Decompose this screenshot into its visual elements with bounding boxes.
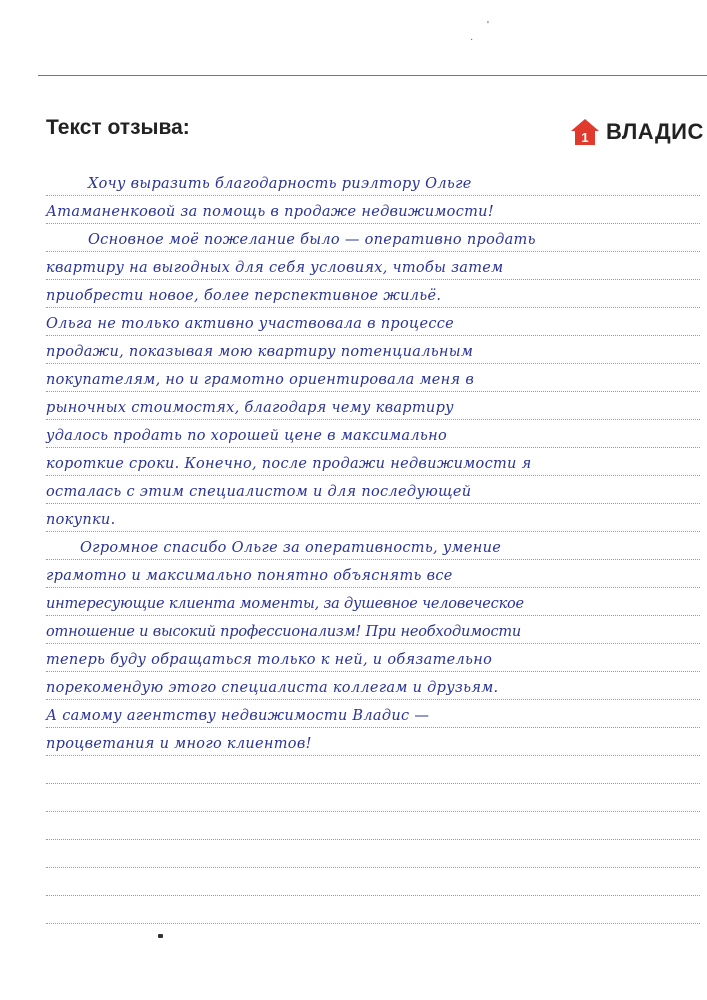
ruling-line bbox=[46, 839, 700, 840]
ruling-line bbox=[46, 279, 700, 280]
ruling-line bbox=[46, 895, 700, 896]
ruling-line bbox=[46, 223, 700, 224]
review-line: Хочу выразить благодарность риэлтору Ольге bbox=[88, 176, 472, 192]
top-divider bbox=[38, 75, 707, 76]
review-line: теперь буду обращаться только к ней, и обязательно bbox=[46, 652, 493, 668]
ruling-line bbox=[46, 643, 700, 644]
ruling-line bbox=[46, 755, 700, 756]
ruling-line bbox=[46, 559, 700, 560]
review-line: приобрести новое, более перспективное жильё. bbox=[46, 288, 442, 304]
ruling-line bbox=[46, 811, 700, 812]
ruling-line bbox=[46, 195, 700, 196]
house-logo-icon bbox=[570, 118, 600, 146]
ruling-line bbox=[46, 335, 700, 336]
ruling-line bbox=[46, 699, 700, 700]
scan-speck: · bbox=[470, 34, 474, 45]
review-line: Основное моё пожелание было — оперативно продать bbox=[88, 232, 536, 248]
page-title: Текст отзыва: bbox=[46, 116, 190, 139]
ruling-line bbox=[46, 783, 700, 784]
ruling-line bbox=[46, 615, 700, 616]
review-line: осталась с этим специалистом и для последующей bbox=[46, 484, 472, 500]
ruling-line bbox=[46, 587, 700, 588]
review-line: покупателям, но и грамотно ориентировала меня в bbox=[46, 372, 475, 388]
brand-name: ВЛАДИС bbox=[606, 119, 704, 144]
review-line: продажи, показывая мою квартиру потенциальным bbox=[46, 344, 474, 360]
ruled-sheet bbox=[46, 168, 700, 948]
review-line: Ольга не только активно участвовала в процессе bbox=[46, 316, 455, 332]
ruling-line bbox=[46, 475, 700, 476]
ruling-line bbox=[46, 391, 700, 392]
ruling-line bbox=[46, 447, 700, 448]
brand-icon-digit: 1 bbox=[581, 130, 589, 145]
review-line: короткие сроки. Конечно, после продажи недвижимости я bbox=[46, 456, 532, 472]
review-line: покупки. bbox=[46, 512, 116, 528]
ruling-line bbox=[46, 503, 700, 504]
review-line: удалось продать по хорошей цене в максимально bbox=[46, 428, 447, 444]
brand-logo bbox=[570, 118, 706, 146]
review-line: процветания и много клиентов! bbox=[46, 736, 312, 752]
scan-speck: ' bbox=[487, 20, 489, 31]
review-line: грамотно и максимально понятно объяснять все bbox=[46, 568, 453, 584]
review-line: рыночных стоимостях, благодаря чему квартиру bbox=[46, 400, 454, 416]
review-line: отношение и высокий профессионализм! При необходимости bbox=[46, 624, 522, 640]
review-line: порекомендую этого специалиста коллегам и друзьям. bbox=[46, 680, 499, 696]
ruling-line bbox=[46, 363, 700, 364]
ruling-line bbox=[46, 531, 700, 532]
ruling-line bbox=[46, 867, 700, 868]
review-line: интересующие клиента моменты, за душевное человеческое bbox=[46, 596, 524, 612]
review-line: А самому агентству недвижимости Владис — bbox=[46, 708, 430, 724]
ruling-line bbox=[46, 671, 700, 672]
review-line: Огромное спасибо Ольге за оперативность, умение bbox=[80, 540, 502, 556]
review-line: квартиру на выгодных для себя условиях, чтобы затем bbox=[46, 260, 504, 276]
ruling-line bbox=[46, 419, 700, 420]
ruling-line bbox=[46, 307, 700, 308]
ruling-line bbox=[46, 923, 700, 924]
ruling-line bbox=[46, 251, 700, 252]
ruling-line bbox=[46, 727, 700, 728]
review-line: Атаманенковой за помощь в продаже недвижимости! bbox=[46, 204, 494, 220]
scan-speck bbox=[158, 934, 163, 938]
